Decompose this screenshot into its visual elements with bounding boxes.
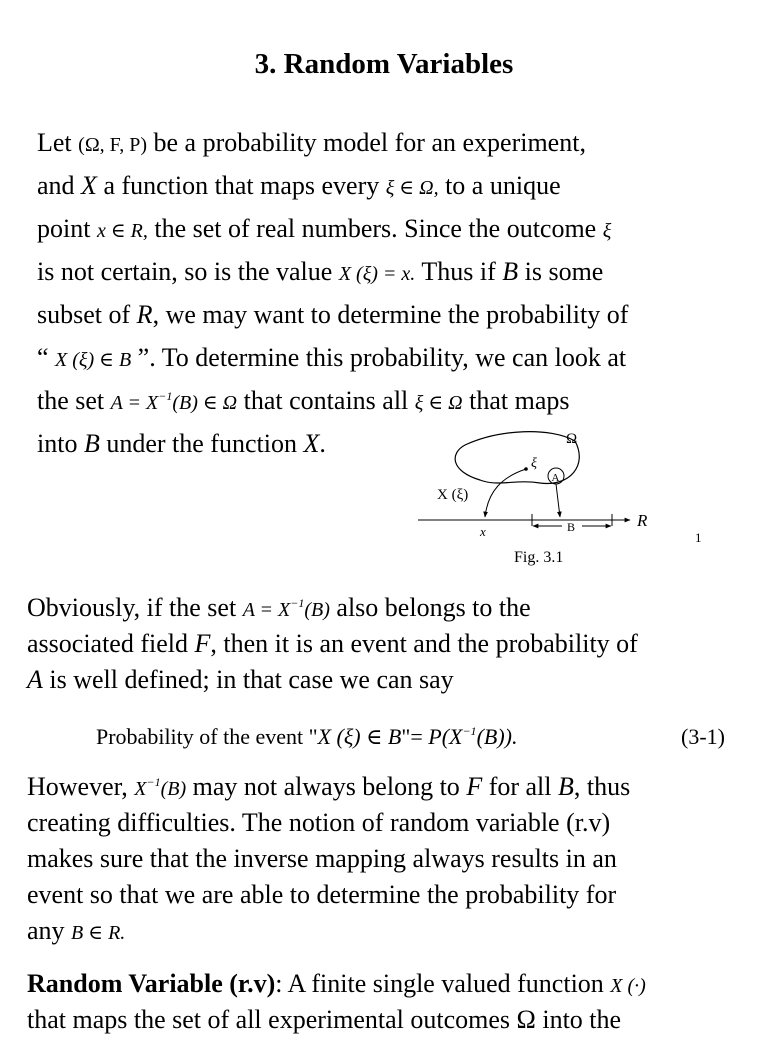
a-label: A xyxy=(551,472,560,484)
para1-line4: is not certain, so is the value X (ξ) = x. Thus if B is some xyxy=(37,257,604,286)
para1-line5: subset of R, we may want to determine the probability of xyxy=(37,300,629,329)
para3-line5: any B ∈ R. xyxy=(27,916,126,945)
mapping-arrow-a xyxy=(556,484,560,517)
para2-line1: Obviously, if the set $A = X^{-1}(B)$ also belongs to the xyxy=(27,593,531,622)
para1-line1: Let (Ω, F, P) be a probability model for an experiment, xyxy=(37,128,586,157)
para4-line1: Random Variable (r.v): A finite single valued function X (·) xyxy=(27,969,646,998)
b-label: B xyxy=(567,520,576,534)
omega-region xyxy=(455,432,579,484)
para2-line3: A is well defined; in that case we can say xyxy=(27,665,454,694)
omega-label: Ω xyxy=(566,431,578,447)
figure-caption: Fig. 3.1 xyxy=(514,549,564,566)
x-of-xi-label: X (ξ) xyxy=(437,487,469,503)
definition-term: Random Variable (r.v) xyxy=(27,969,276,998)
para1-line8: into B under the function X. xyxy=(37,429,326,458)
x-label: x xyxy=(480,524,486,539)
para1-line6: “ X (ξ) ∈ B ”. To determine this probability, we can look at xyxy=(37,343,627,372)
mapping-arrow-xi xyxy=(485,469,526,517)
para3-line1: However, $X^{-1}(B)$ may not always belong to F for all B, thus xyxy=(27,772,631,801)
para4-line2: that maps the set of all experimental outcomes Ω into the xyxy=(27,1005,622,1034)
para3-line3: makes sure that the inverse mapping always results in an xyxy=(27,844,617,873)
para3-line2: creating difficulties. The notion of random variable (r.v) xyxy=(27,808,611,837)
page-title: 3. Random Variables xyxy=(254,48,514,80)
figure-3-1 xyxy=(410,425,700,545)
para2-line2: associated field F, then it is an event and the probability of xyxy=(27,629,638,658)
equation-number: (3-1) xyxy=(681,724,725,749)
equation-3-1: Probability of the event "X (ξ) ∈ B"= $P(X^{-1}(B))$. xyxy=(96,724,518,749)
para1-line7: the set $A = X^{-1}(B)$ ∈ Ω that contains all ξ ∈ Ω that maps xyxy=(37,386,570,415)
para1-line2: and X a function that maps every ξ ∈ Ω, to a unique xyxy=(37,171,561,200)
page-number: 1 xyxy=(695,530,702,545)
xi-label: ξ xyxy=(531,456,537,471)
para3-line4: event so that we are able to determine the probability for xyxy=(27,880,617,909)
para1-line3: point x ∈ R, the set of real numbers. Since the outcome ξ xyxy=(37,214,612,243)
r-label: R xyxy=(637,511,648,530)
